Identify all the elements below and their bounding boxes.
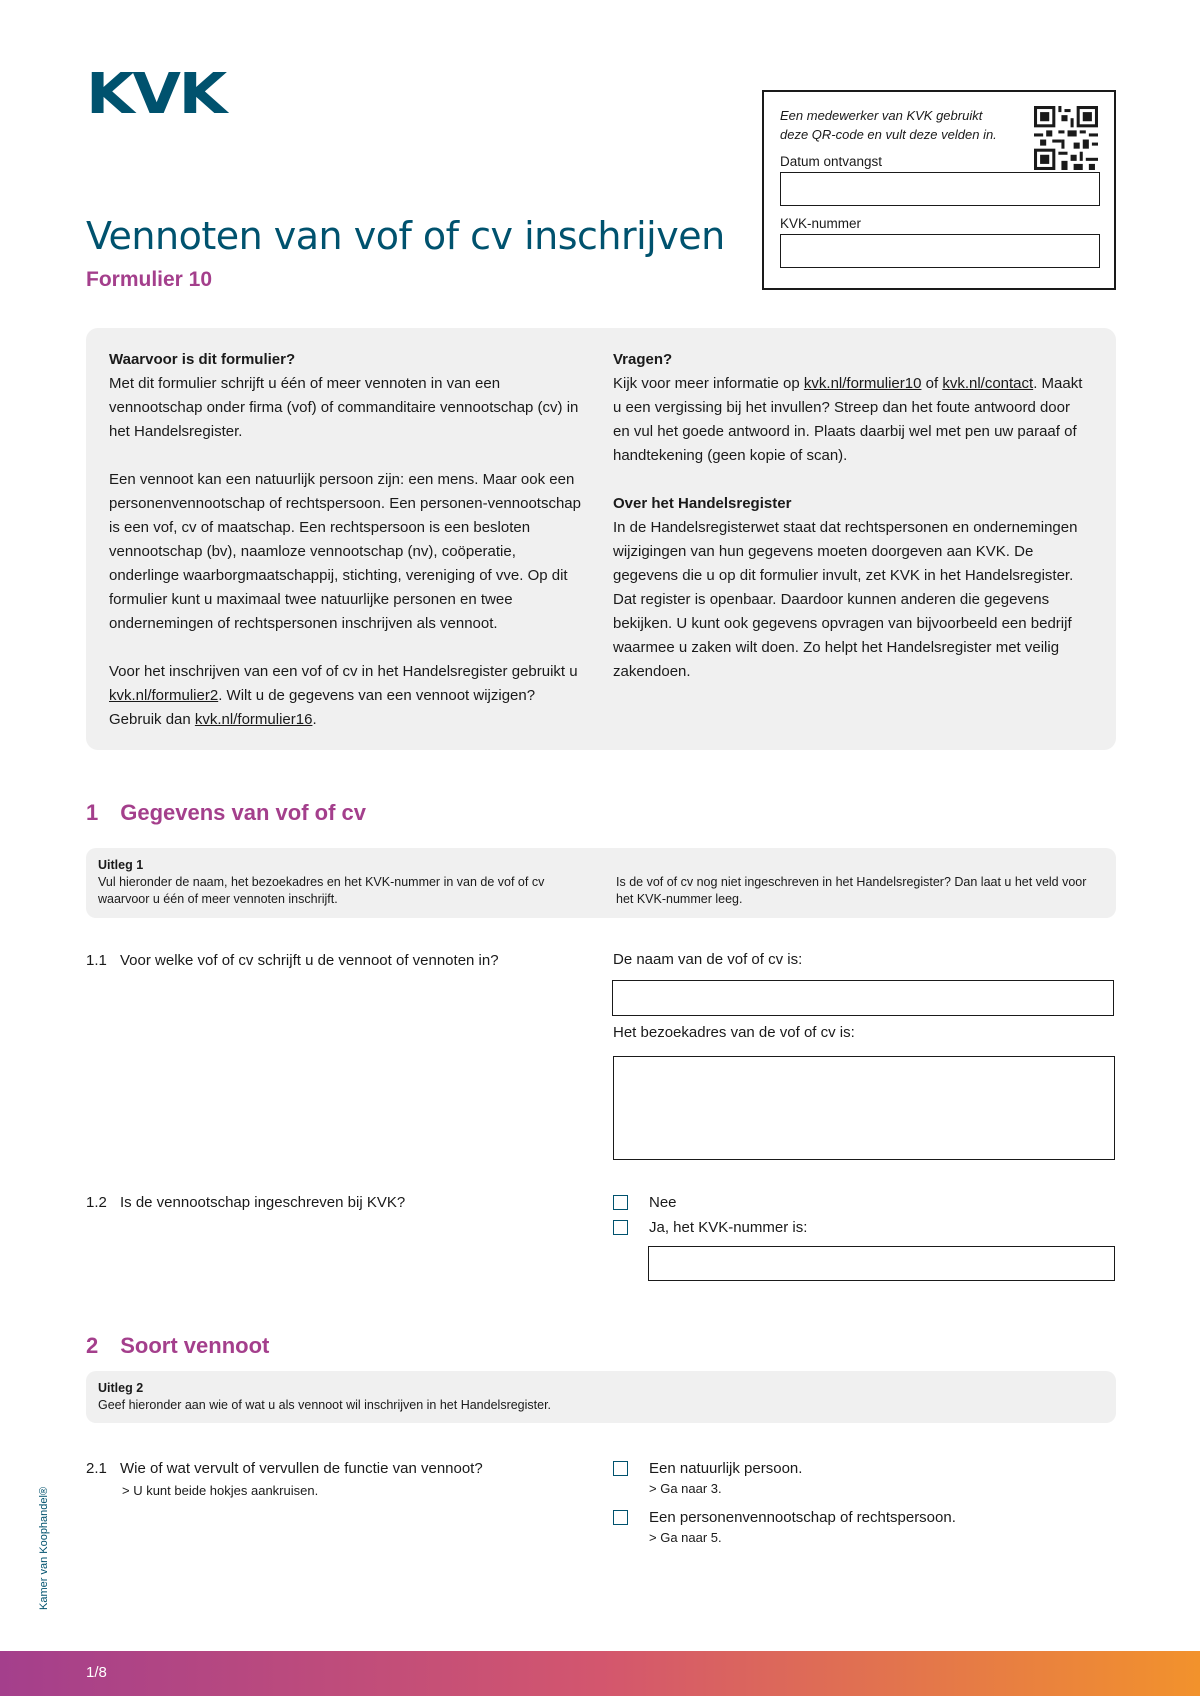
checkbox-legal-entity[interactable] — [613, 1510, 628, 1525]
kvk-number-office-label: KVK-nummer — [780, 216, 862, 231]
question-1-2: 1.2 Is de vennootschap ingeschreven bij KVK? — [86, 1194, 406, 1211]
vertical-brand-text: Kamer van Koophandel® — [38, 1486, 50, 1610]
intro-paragraph: Kijk voor meer informatie op kvk.nl/formulier10 of kvk.nl/contact. Maakt u een vergissing bij het invullen? Streep dan het foute antwoord door en vul het goede antwoord in. Plaats daarbij wel met pen uw paraaf of handtekening (geen kopie of scan). — [613, 375, 1083, 464]
form-number: Formulier 10 — [86, 268, 213, 291]
option-ja[interactable]: Ja, het KVK-nummer is: — [613, 1218, 807, 1238]
vof-address-label: Het bezoekadres van de vof of cv is: — [613, 1024, 855, 1041]
option-natural-person[interactable]: Een natuurlijk persoon. > Ga naar 3. — [613, 1459, 802, 1499]
intro-paragraph: Een vennoot kan een natuurlijk persoon zijn: een mens. Maar ook een personenvennootschap of rechtspersoon. Een personen-vennootschap is een vof, cv of maatschap. Een rechtspersoon is een besloten vennootschap (bv), naamloze vennootschap (nv), coöperatie, onderlinge waarborgmaatschappij, stichting, vereniging of vve. Op dit formulier kunt u maximaal twee natuurlijke personen en twee ondernemingen of rechtspersonen inschrijven als vennoot. — [109, 471, 581, 632]
section-1-title: 1 Gegevens van vof of cv — [86, 800, 367, 825]
intro-heading-register: Over het Handelsregister — [613, 495, 792, 512]
footer-bar — [0, 1651, 1200, 1696]
intro-heading-purpose: Waarvoor is dit formulier? — [109, 351, 296, 368]
link-formulier16[interactable]: kvk.nl/formulier16 — [194, 711, 313, 728]
vof-address-field[interactable] — [613, 1056, 1115, 1160]
intro-heading-questions: Vragen? — [613, 351, 673, 368]
link-contact[interactable]: kvk.nl/contact — [942, 375, 1034, 392]
kvk-number-field[interactable] — [648, 1246, 1115, 1281]
question-1-1: 1.1 Voor welke vof of cv schrijft u de vennoot of vennoten in? — [86, 952, 499, 969]
goto-3: > Ga naar 3. — [649, 1481, 722, 1496]
checkbox-ja[interactable] — [613, 1220, 628, 1235]
intro-left — [109, 348, 583, 730]
section-2-title: 2 Soort vennoot — [86, 1333, 270, 1358]
link-formulier2[interactable]: kvk.nl/formulier2 — [109, 687, 219, 704]
intro-right — [613, 348, 1087, 730]
checkbox-natural-person[interactable] — [613, 1461, 628, 1476]
qr-code-icon — [1034, 106, 1098, 170]
intro-box — [86, 328, 1116, 750]
uitleg-2: Uitleg 2 Geef hieronder aan wie of wat u als vennoot wil inschrijven in het Handelsregister. — [86, 1371, 1116, 1423]
kvk-logo: KVK — [86, 62, 226, 127]
date-received-field[interactable] — [780, 172, 1100, 206]
page-title: Vennoten van vof of cv inschrijven — [86, 214, 725, 258]
kvk-number-office-field[interactable] — [780, 234, 1100, 268]
goto-5: > Ga naar 5. — [649, 1530, 722, 1545]
option-nee[interactable]: Nee — [613, 1193, 677, 1213]
intro-paragraph: Voor het inschrijven van een vof of cv in het Handelsregister gebruikt u kvk.nl/formulier2. Wilt u de gegevens van een vennoot wijzigen? Gebruik dan kvk.nl/formulier16. — [109, 663, 578, 728]
date-received-label: Datum ontvangst — [780, 154, 883, 169]
option-legal-entity[interactable]: Een personenvennootschap of rechtspersoon. > Ga naar 5. — [613, 1508, 956, 1548]
page-number: 1/8 — [86, 1664, 107, 1681]
vof-name-label: De naam van de vof of cv is: — [613, 951, 803, 968]
intro-paragraph: Met dit formulier schrijft u één of meer vennoten in van een vennootschap onder firma (vof) of commanditaire vennootschap (cv) in het Handelsregister. — [109, 375, 579, 440]
uitleg-1: Uitleg 1 Vul hieronder de naam, het bezoekadres en het KVK-nummer in van de vof of cv waarvoor u één of meer vennoten inschrijft. Is de vof of cv nog niet ingeschreven in het Handelsregister? Dan laat u het veld voor het KVK-nummer leeg. — [86, 848, 1116, 918]
question-2-1: 2.1 Wie of wat vervult of vervullen de functie van vennoot? > U kunt beide hokjes aankruisen. — [86, 1460, 483, 1498]
office-note: Een medewerker van KVK gebruikt deze QR-code en vult deze velden in. — [780, 108, 997, 142]
checkbox-nee[interactable] — [613, 1195, 628, 1210]
question-hint: > U kunt beide hokjes aankruisen. — [122, 1483, 319, 1498]
link-formulier10[interactable]: kvk.nl/formulier10 — [803, 375, 922, 392]
intro-paragraph: In de Handelsregisterwet staat dat rechtspersonen en ondernemingen wijzigingen van hun gegevens moeten doorgeven aan KVK. De gegevens die u op dit formulier invult, zet KVK in het Handelsregister. Dat register is openbaar. Daardoor kunnen anderen die gegevens bekijken. U kunt ook gegevens opvragen van bijvoorbeeld een bedrijf waarmee u zaken wilt doen. Zo helpt het Handelsregister met veilig zakendoen. — [613, 519, 1078, 680]
office-use-box — [762, 90, 1116, 290]
vof-name-field[interactable] — [612, 980, 1114, 1016]
